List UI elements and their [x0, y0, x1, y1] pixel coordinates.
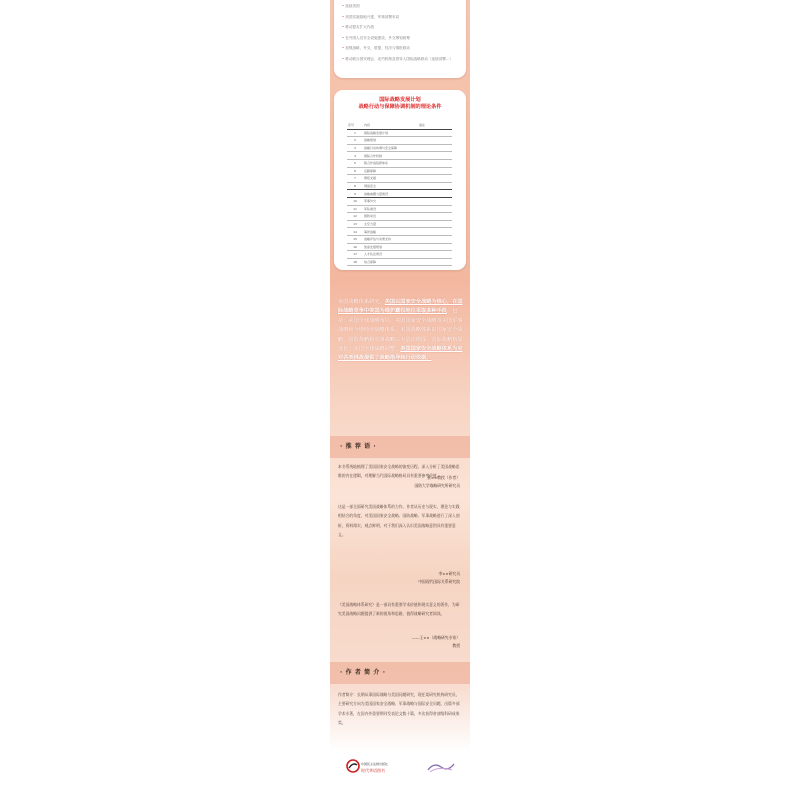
table-cell [418, 159, 452, 167]
table-cell: 5 [347, 159, 363, 167]
table-cell [418, 129, 452, 137]
publisher-logos [330, 756, 470, 786]
table-cell: 9 [347, 190, 363, 198]
table-cell: 情报支援 [363, 175, 418, 183]
table-cell: 装备发展规划 [363, 243, 418, 251]
table-row [347, 220, 452, 228]
bullet-list [334, 0, 466, 68]
summary-paragraph [338, 298, 464, 364]
table-cell: 人才队伍建设 [363, 251, 418, 259]
table-cell [418, 213, 452, 221]
summary-body: ，包括：美国全球战略布局、美国国家安全战略及美国军事战略和全球经济战略体系。美国战略体系由国家安全战略、国防战略和军事战略三大层次组成。 [338, 308, 463, 343]
table-cell: 11 [347, 205, 363, 213]
table-row [347, 152, 452, 160]
table-cell: 17 [347, 251, 363, 259]
table-cell [418, 175, 452, 183]
table-cell: 2 [347, 137, 363, 145]
table-cell: 军队建设 [363, 205, 418, 213]
table-row [347, 258, 452, 266]
table-row [347, 175, 452, 183]
table-cell: 国防动员 [363, 213, 418, 221]
table-card [334, 90, 466, 270]
table-cell: 战略行动协调与安全保障 [363, 144, 418, 152]
table-cell [418, 220, 452, 228]
table-cell: 13 [347, 220, 363, 228]
table-row [347, 159, 452, 167]
list-item: • 在外国人员安全设施建设，外交筹划统筹 [342, 36, 466, 47]
table-row [347, 144, 452, 152]
table-cell [418, 167, 452, 175]
table-row [347, 205, 452, 213]
table-cell: 战略威慑力量建设 [363, 190, 418, 198]
table-cell: 18 [347, 258, 363, 266]
quote-text: 这是一部全面研究美国战略体系的力作。作者从历史与现实、理论与实践相结合的角度，对美国国家安全战略、国防战略、军事战略进行了深入剖析，资料翔实，观点鲜明，对于我们深入认识美国战略意图具有重要意义。 [338, 504, 460, 537]
table-cell: 网络安全 [363, 182, 418, 190]
quote-attribution [414, 474, 460, 490]
table-cell: 综合保障 [363, 258, 418, 266]
table-cell [418, 205, 452, 213]
table-cell [418, 251, 452, 259]
table-cell [418, 190, 452, 198]
table-cell: 12 [347, 213, 363, 221]
quote-role: 国防大学战略研究所研究员 [414, 483, 460, 488]
table-cell: 后勤保障 [363, 167, 418, 175]
table-title [334, 97, 466, 110]
list-item: • 推动盟友扩大作战 [342, 25, 466, 36]
quote-author: 张××教授（作者） [427, 475, 460, 480]
publisher-logo-icon [346, 759, 360, 773]
table-cell: 14 [347, 228, 363, 236]
list-card [334, 0, 466, 78]
quote-author: 李××研究员 [438, 571, 460, 576]
table-cell: 联合作战指挥体系 [363, 159, 418, 167]
table-cell [418, 235, 452, 243]
quote-author: ——王××（战略研究专家） [411, 635, 460, 640]
table-row [347, 190, 452, 198]
section-header-author [330, 662, 470, 684]
table-cell: 国际战略发展计划 [363, 129, 418, 137]
quote-role: 教授 [452, 643, 460, 648]
table-cell: 15 [347, 235, 363, 243]
table-row [347, 167, 452, 175]
product-detail-strip[interactable] [330, 0, 470, 800]
list-item: • 美国实施基地兴建，军事部署布局 [342, 15, 466, 26]
table-cell [418, 152, 452, 160]
table-cell: 国际合作机制 [363, 152, 418, 160]
section-title: · 推 荐 语 · [340, 443, 377, 450]
table-cell: 军事外交 [363, 197, 418, 205]
quote-attribution [412, 634, 460, 650]
table-cell: 7 [347, 175, 363, 183]
table-row [347, 129, 452, 137]
table-cell: 6 [347, 167, 363, 175]
table-header-cell: 内容 [363, 122, 418, 129]
table-row [347, 137, 452, 145]
table-cell [418, 182, 452, 190]
table-header-row [347, 122, 452, 129]
table-cell: 太空力量 [363, 220, 418, 228]
table-cell: 4 [347, 152, 363, 160]
list-item: • 加强战略，外交、联盟、经济与情报联动 [342, 46, 466, 57]
table-cell: 3 [347, 144, 363, 152]
author-bio: 作者简介：长期从事国际战略与美国问题研究，现任某研究机构研究员，主要研究方向为美国国家安全战略、军事战略与国际安全问题。出版多部学术专著，在国内外重要期刊发表论文数十篇，多次获得省部级科研成果奖。 [338, 692, 460, 725]
table-row [347, 182, 452, 190]
quote-role: 中国现代国际关系研究院 [418, 579, 460, 584]
table-title-line1: 国际战略发展计划 [379, 97, 421, 103]
table-header-cell: 序号 [347, 122, 363, 129]
section-title: · 作 者 简 介 · [340, 669, 386, 676]
table-row [347, 251, 452, 259]
table-title-line2: 战略行动与保障协调机制的理论条件 [358, 103, 442, 110]
summary-highlight: 美国以国家安全战略为核心，在国际战略竞争中美国为维护霸权地位采取多种手段 [338, 299, 463, 315]
table-cell [418, 197, 452, 205]
table-cell: 战略规划 [363, 137, 418, 145]
table-row [347, 197, 452, 205]
quote-attribution [418, 570, 460, 586]
table-cell: 1 [347, 129, 363, 137]
summary-lead: 美国战略体系研究， [338, 299, 385, 305]
summary-mid: 国际战略格局变化，美国全球战略调整， [338, 336, 463, 353]
table-cell [418, 137, 452, 145]
summary-highlight: 美国国家安全战略体系为应对各类挑战提供了战略指导和行动依据。 [338, 346, 463, 362]
table-row [347, 213, 452, 221]
table-row [347, 235, 452, 243]
table-cell: 10 [347, 197, 363, 205]
publisher-sub: 时代华语图书 [361, 768, 385, 773]
table-cell: 16 [347, 243, 363, 251]
table-row [347, 228, 452, 236]
table-cell [418, 228, 452, 236]
list-item: • 推动联合国安理会、北约机制及领导人国际战略联动（延续部署…） [342, 57, 466, 68]
publisher-name: 中国民主法制出版社 [361, 762, 389, 766]
table-cell [418, 144, 452, 152]
table-cell: 8 [347, 182, 363, 190]
table-cell [418, 243, 452, 251]
contents-table [347, 122, 452, 266]
section-header-recommend [330, 436, 470, 458]
quote-text: 《美国战略体系研究》是一部具有重要学术价值和现实意义的著作，为研究美国战略问题提供了新的视角和思路，值得战略研究者阅读。 [338, 602, 460, 617]
table-row [347, 243, 452, 251]
table-header-cell: 备注 [418, 122, 452, 129]
table-cell: 海洋战略 [363, 228, 418, 236]
list-item: • 延续美国 [342, 4, 466, 15]
quote-text: 本书系统地梳理了美国国家安全战略的演变历程，深入分析了美国战略思维的内在逻辑，对理解当代国际战略格局具有重要参考价值。 [338, 464, 460, 479]
imprint-logo-icon [426, 760, 456, 774]
table-cell: 战略评估与决策支持 [363, 235, 418, 243]
table-cell [418, 258, 452, 266]
